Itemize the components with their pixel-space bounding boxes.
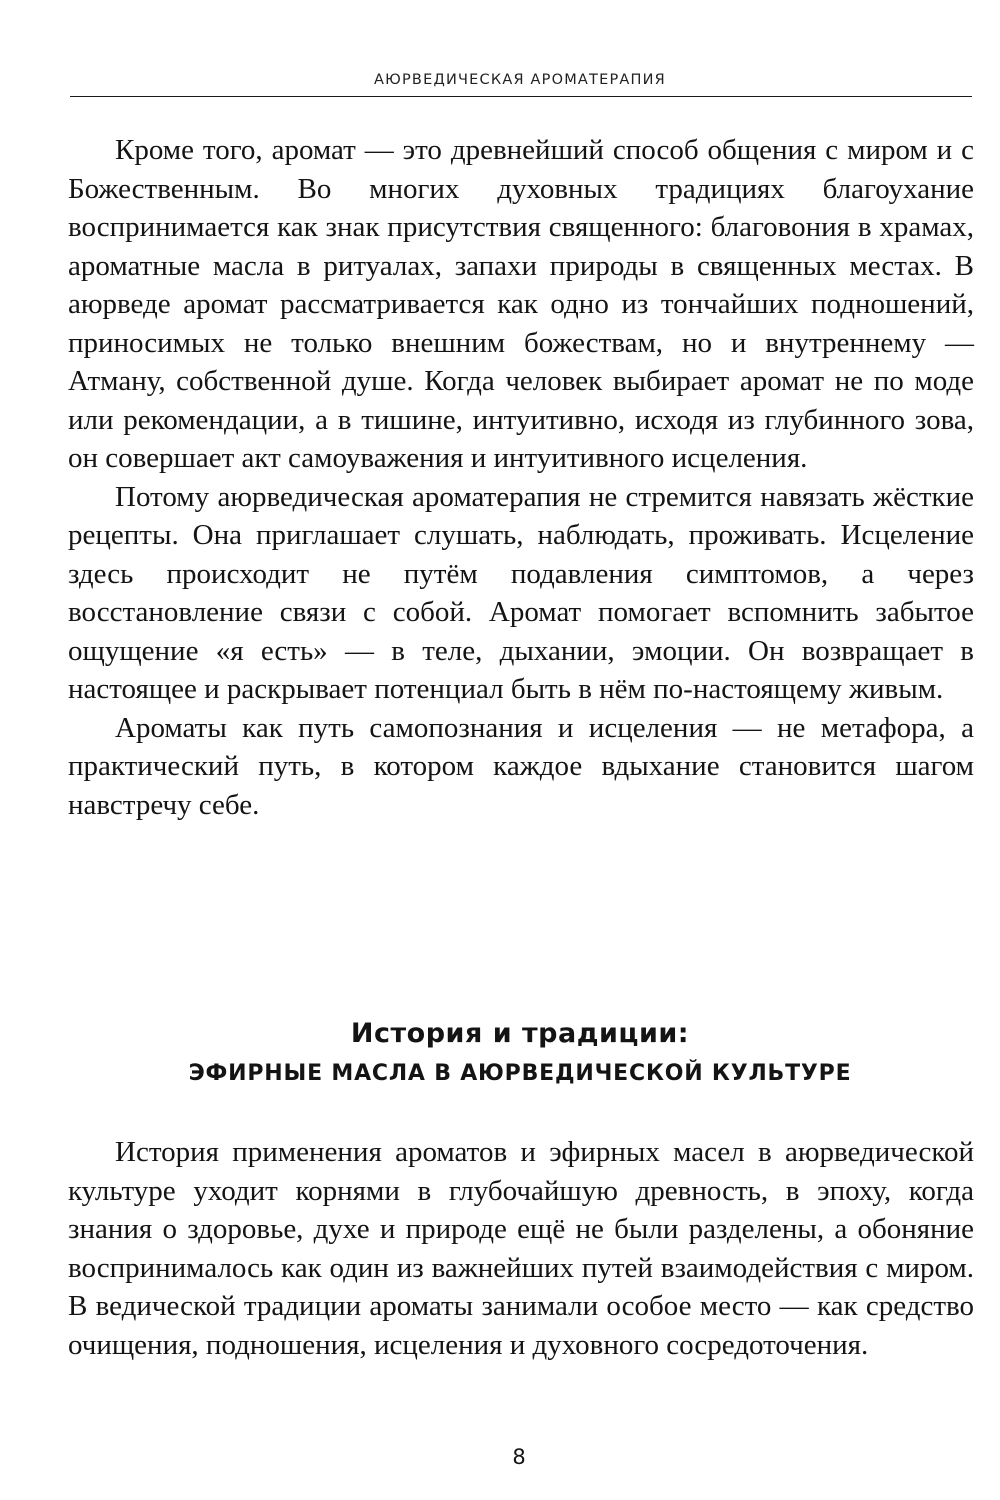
section-heading-line1: История и традиции: [350, 1018, 690, 1049]
paragraph: Ароматы как путь самопознания и исцеления — не метафора, а практический путь, в котором каждое вдыхание становится шагом навстречу себе. [68, 711, 974, 821]
paragraph: История применения ароматов и эфирных масел в аюрведической культуре уходит корнями в глубочайшую древность, в эпоху, когда знания о здоровье, духе и природе ещё не были разделены, а обоняние воспринималось как один из важнейших путей взаимодействия с миром. В ведической традиции ароматы занимали особое место — как средство очищения, подношения, исцеления и духовного сосредоточения. [68, 1136, 974, 1361]
section-heading-line2: ЭФИРНЫЕ МАСЛА В АЮРВЕДИЧЕСКОЙ КУЛЬТУРЕ [188, 1061, 852, 1086]
page-number: 8 [512, 1445, 526, 1469]
body-text-bottom [68, 1133, 974, 1364]
paragraph: Потому аюрведическая ароматерапия не стремится навязать жёсткие рецепты. Она приглашает слушать, наблюдать, проживать. Исцеление здесь происходит не путём подавления симптомов, а через восстановление связи с собой. Аромат помогает вспомнить забытое ощущение «я есть» — в теле, дыхании, эмоции. Он возвращает в настоящее и раскрывает потенциал быть в нём по-настоящему живым. [68, 480, 974, 705]
running-head: АЮРВЕДИЧЕСКАЯ АРОМАТЕРАПИЯ [374, 72, 666, 88]
body-text-top [68, 131, 974, 824]
section-heading [70, 1014, 970, 1094]
paragraph: Кроме того, аромат — это древнейший способ общения с миром и с Божественным. Во многих духовных традициях благоухание воспринимается как знак присутствия священного: благовония в храмах, ароматные масла в ритуалах, запахи природы в священных местах. В аюрведе аромат рассматривается как одно из тончайших подношений, приносимых не только внешним божествам, но и внутреннему — Атману, собственной душе. Когда человек выбирает аромат не по моде или рекомендации, а в тишине, интуитивно, исходя из глубинного зова, он совершает акт самоуважения и интуитивного исцеления. [68, 134, 974, 474]
header-rule [70, 96, 972, 97]
